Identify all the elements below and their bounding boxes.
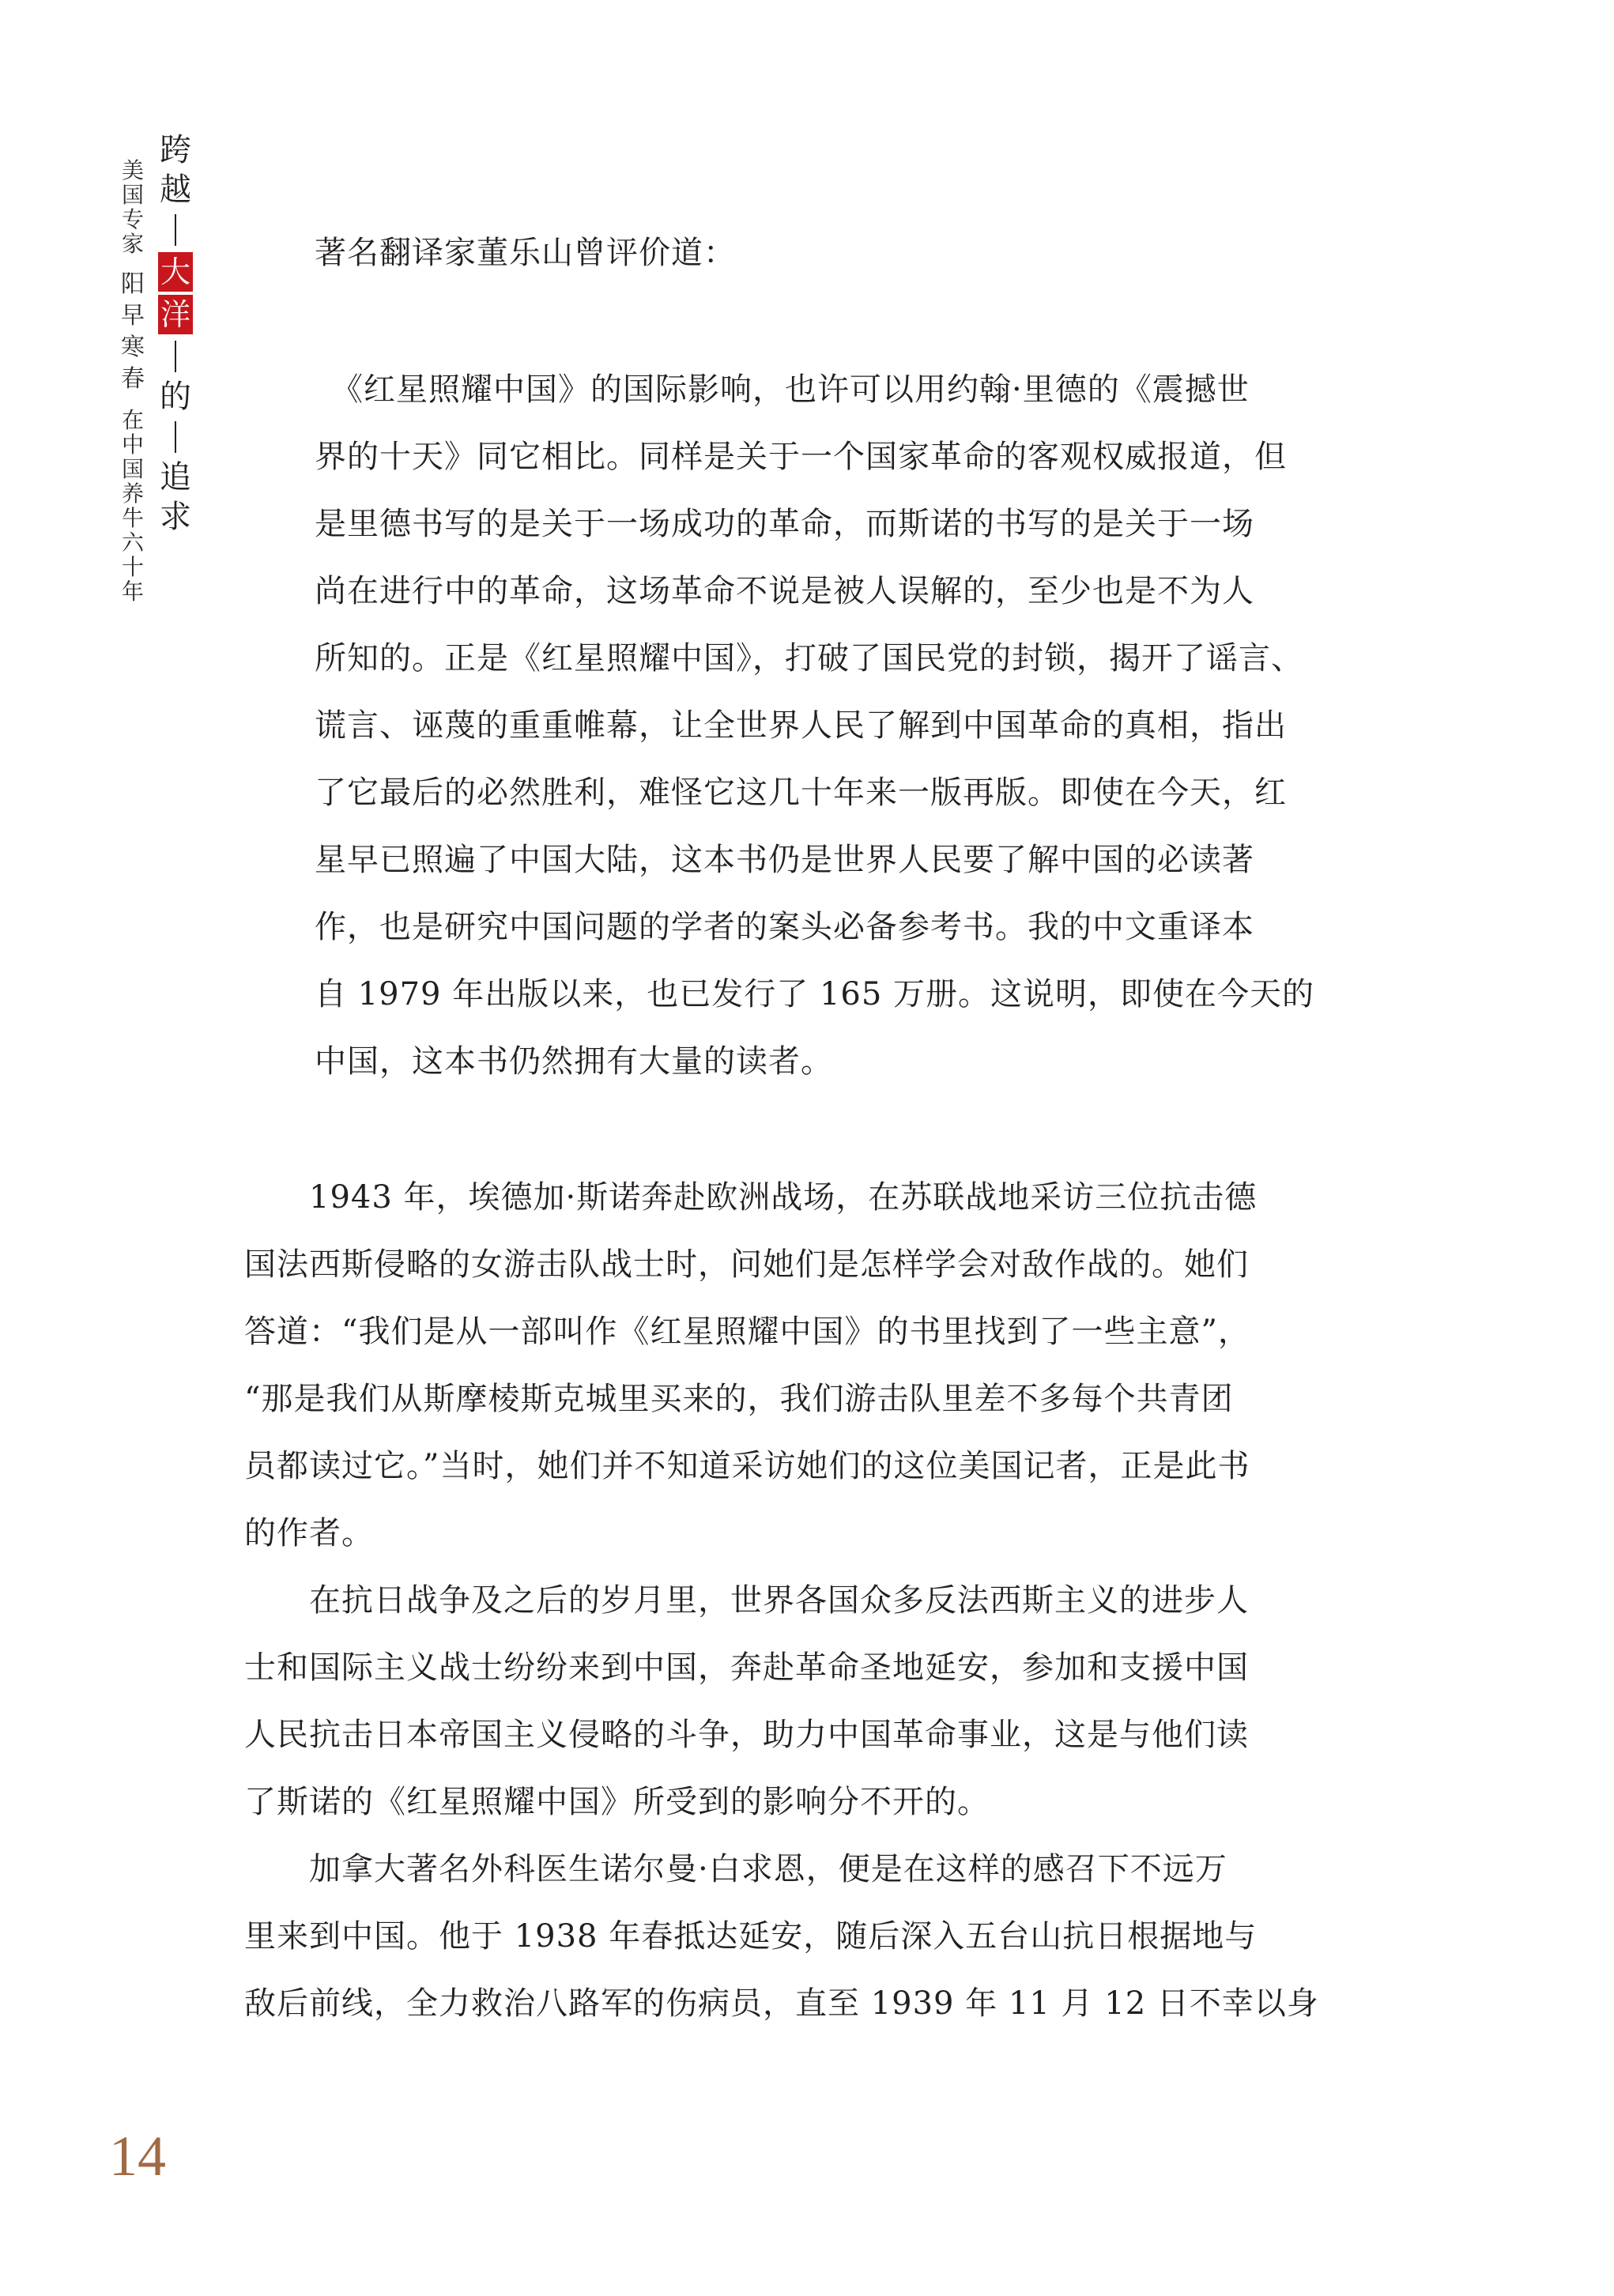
title-stamp-char: 大	[158, 252, 193, 292]
body-line: 人民抗击日本帝国主义侵略的斗争，助力中国革命事业，这是与他们读	[244, 1717, 1249, 1753]
title-divider	[175, 214, 176, 246]
body-line: 士和国际主义战士纷纷来到中国，奔赴革命圣地延安，参加和支援中国	[244, 1649, 1249, 1686]
body-line: “那是我们从斯摩棱斯克城里买来的，我们游击队里差不多每个共青团	[244, 1381, 1234, 1417]
quote-line: 尚在进行中的革命，这场革命不说是被人误解的，至少也是不为人	[315, 573, 1254, 609]
title-char: 追	[160, 459, 191, 496]
running-header-title	[156, 130, 194, 537]
quote-line: 中国，这本书仍然拥有大量的读者。	[315, 1043, 833, 1080]
body-line: 答道：“我们是从一部叫作《红星照耀中国》的书里找到了一些主意”，	[244, 1314, 1250, 1350]
body-line: 1943 年，埃德加·斯诺奔赴欧洲战场，在苏联战地采访三位抗击德	[244, 1179, 1258, 1216]
body-line: 在抗日战争及之后的岁月里，世界各国众多反法西斯主义的进步人	[244, 1582, 1249, 1619]
intro-line: 著名翻译家董乐山曾评价道：	[315, 235, 736, 271]
title-stamp-char: 洋	[158, 295, 193, 334]
subtitle-suffix: 在中国养牛六十年	[121, 407, 144, 605]
title-divider	[175, 421, 176, 453]
quote-line: 谎言、诬蔑的重重帷幕，让全世界人民了解到中国革命的真相，指出	[315, 707, 1287, 744]
subtitle-prefix: 美国专家	[121, 157, 144, 257]
title-divider	[175, 341, 176, 372]
quote-line: 作，也是研究中国问题的学者的案头必备参考书。我的中文重译本	[315, 909, 1254, 945]
quote-line: 是里德书写的是关于一场成功的革命，而斯诺的书写的是关于一场	[315, 506, 1254, 542]
body-line: 里来到中国。他于 1938 年春抵达延安，随后深入五台山抗日根据地与	[244, 1918, 1258, 1955]
author-name: 阳早寒春	[121, 270, 145, 393]
body-line: 敌后前线，全力救治八路军的伤病员，直至 1939 年 11 月 12 日不幸以身	[244, 1985, 1319, 2022]
body-line: 员都读过它。”当时，她们并不知道采访她们的这位美国记者，正是此书	[244, 1448, 1250, 1484]
quote-line: 《红星照耀中国》的国际影响，也许可以用约翰·里德的《震撼世	[315, 371, 1250, 408]
quote-line: 了它最后的必然胜利，难怪它这几十年来一版再版。即使在今天，红	[315, 775, 1287, 811]
title-char: 越	[160, 172, 191, 208]
body-line: 加拿大著名外科医生诺尔曼·白求恩，便是在这样的感召下不远万	[244, 1851, 1227, 1887]
quote-line: 自 1979 年出版以来，也已发行了 165 万册。这说明，即使在今天的	[315, 976, 1315, 1012]
quote-line: 所知的。正是《红星照耀中国》，打破了国民党的封锁，揭开了谣言、	[315, 640, 1303, 677]
body-line: 了斯诺的《红星照耀中国》所受到的影响分不开的。	[244, 1784, 990, 1820]
title-char: 跨	[160, 132, 191, 168]
body-line: 的作者。	[244, 1515, 374, 1551]
quote-line: 界的十天》同它相比。同样是关于一个国家革命的客观权威报道，但	[315, 439, 1287, 475]
page-number: 14	[109, 2124, 166, 2188]
body-line: 国法西斯侵略的女游击队战士时，问她们是怎样学会对敌作战的。她们	[244, 1246, 1249, 1283]
title-char: 的	[160, 379, 191, 415]
running-header-subtitle	[117, 158, 149, 604]
quote-line: 星早已照遍了中国大陆，这本书仍是世界人民要了解中国的必读著	[315, 842, 1254, 878]
title-char: 求	[160, 499, 191, 535]
